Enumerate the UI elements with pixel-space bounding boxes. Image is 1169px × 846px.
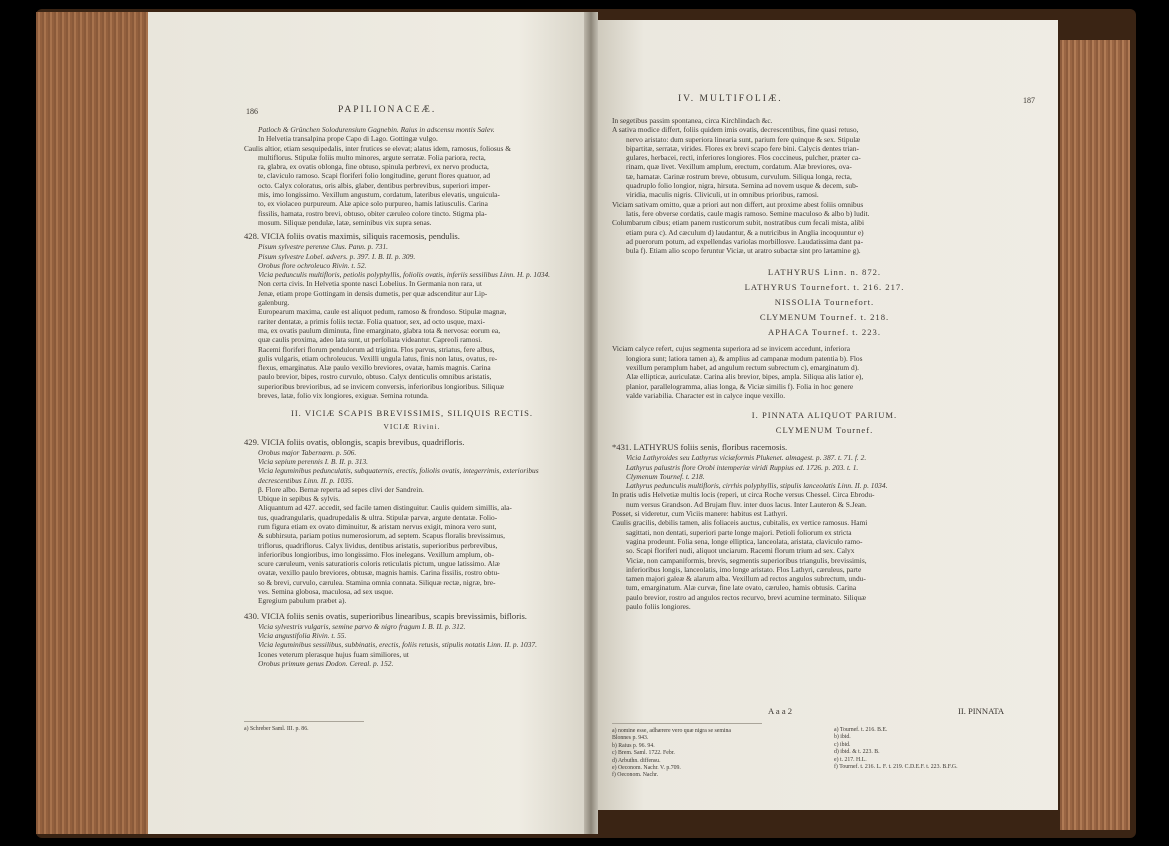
text-line: flexus, emarginatus. Alæ paulo vexillo breviores, ovatæ, hamis magnis. Carina: [258, 363, 491, 373]
text-line: bipartitæ, serratæ, virides. Flores ex brevi scapo fere bini. Calycis dentes trian-: [626, 143, 859, 153]
text-line: valde variabilia. Character est in calyce inque vexillo.: [626, 390, 786, 400]
entry-heading-429: 429. VICIA foliis ovatis, oblongis, scapis brevibus, quadrifloris.: [244, 436, 465, 447]
synonym-line: Vicia sylvestris vulgaris, semine parvo & nigro fragum I. B. II. p. 312.: [258, 621, 466, 631]
text-line: Patloch & Grünchen Solodurensium Gagnebin. Raius in adscensu montis Salev.: [258, 125, 495, 134]
footnote-line: c) Brem. Saml. 1722. Febr.: [612, 750, 675, 757]
synonym-line: Vicia pedunculis multifloris, petiolis polyphyllis, foliolis ovatis, inferiis sessilibus Linn. H. p. 1034.: [258, 270, 550, 280]
text-line: viridia, maculis nigris. Cliviculi, ut in omnibus prioribus, ramosi.: [626, 190, 819, 200]
text-line: vagina prodeunt. Folia sena, longe elliptica, lanceolata, aristata, claviculo ramo-: [626, 536, 863, 546]
text-line: paulo brevior, bipes, rostro curvulo, obtuso. Calyx denticulis omnibus aristatis,: [258, 372, 492, 382]
text-line: quadruplo folio longior, nigra, hirsuta. Semina ad novem usque & decem, sub-: [626, 181, 859, 191]
text-line: Ubique in sepibus & sylvis.: [258, 494, 340, 504]
sub-heading-right: CLYMENUM Tournef.: [775, 425, 874, 436]
text-line: ovatæ, vexillo paulo breviores, obtusæ, magnis hamis. Carina fissilis, rostro obtu-: [258, 568, 500, 578]
page-number-right: 187: [1023, 96, 1035, 105]
text-line: Alæ ellipticæ, auriculatæ. Carina alis brevior, bipes, ampla. Siliqua alis latior e),: [626, 372, 864, 382]
entry-heading-430: 430. VICIA foliis senis ovatis, superioribus linearibus, scapis brevissimis, bifloris.: [244, 610, 527, 621]
signature-mark: A a a 2: [768, 706, 793, 716]
genus-synonym: LATHYRUS Tournefort. t. 216. 217.: [744, 282, 905, 293]
text-line: gulis vulgaris, etiam ochroleucus. Vexilli ungula latus, finis non latus, ovatus, re-: [258, 353, 498, 363]
text-line: num versus Grandson. Ad Brujam fluv. inter duos lacus. Inter Lauteron & S.Jean.: [626, 499, 867, 509]
text-line: vexillum peramplum habet, ad angulum rectum subrectum c), emarginatum d).: [626, 363, 860, 373]
text-line: so & brevi, curvulo, cærulea. Stamina omnia connata. Siliquæ rectæ, nigræ, bre-: [258, 577, 496, 587]
text-line: galenburg.: [258, 298, 290, 308]
text-line: tamen majori galeæ & alarum alba. Vexillum ad rectos angulos subrectum, undu-: [626, 574, 866, 584]
text-line: rariter dentatæ, a primis foliis tectæ. Folia quatuor, sex, ad octo usque, maxi-: [258, 316, 485, 326]
synonym-line: Vicia Lathyroides seu Lathyrus viciæformis Plukenet. almagest. p. 387. t. 71. f. 2.: [626, 453, 867, 463]
text-line: Posset, si videretur, cum Viciis manere: habitus est Lathyri.: [612, 509, 788, 519]
text-line: In pratis udis Helvetiæ multis locis (reperi, ut circa Roche versus Chessel. Circa Ebrodu-: [612, 490, 875, 500]
text-line: tum, emarginatum. Alæ curvæ, fine late ovato, cæruleo, hamis obtusis. Carina: [626, 583, 857, 593]
text-line: superioribus brevioribus, ad se invicem conversis, inferioribus longioribus. Siliquæ: [258, 381, 505, 391]
text-line: paulo brevior, rostro ad angulos rectos recurvo, brevi acumine terminato. Siliquæ: [626, 592, 867, 602]
footnote-line: b) Raius p. 96. 94.: [612, 742, 655, 749]
text-line: Jenæ, etiam prope Gottingam in densis dumetis, per quæ adscenditur aur Lip-: [258, 288, 488, 298]
text-line: mis, imo longissimo. Vexillum angustum, cordatum, lateribus elevatis, unguicula-: [258, 190, 500, 200]
footnote-line: c) ibid.: [834, 741, 851, 748]
text-line: & subhirsuta, pariam potius numerosiorum, ad septem. Scapus floralis brevissimus,: [258, 531, 505, 541]
right-page-edges: [1060, 40, 1130, 830]
footnote-line: f) Oeconom. Nachr.: [612, 772, 659, 779]
footnote-line: e) Oeconom. Nachr. V. p.709.: [612, 765, 681, 772]
genus-heading: LATHYRUS Linn. n. 872.: [767, 267, 882, 278]
footnote-left: [244, 718, 564, 733]
footnote-rule: [244, 721, 364, 722]
text-line: Caulis gracilis, debilis tamen, alis foliaceis auctus, cubitalis, ex vertice ramosus. Hami: [612, 518, 868, 528]
text-line: inferioribus longioribus, imo longissimo. Flos inelegans. Vexillum amplum, ob-: [258, 549, 494, 559]
text-line: mosum. Siliquæ pendulæ, latæ, seminibus vix supra senas.: [258, 217, 432, 227]
text-line: bula f). Etiam alio scopo feruntur Viciæ, ut aratro subactæ sint pro lætamine g).: [626, 246, 861, 256]
left-text-block: [244, 125, 580, 668]
text-line: ma, ex ovatis paulum diminuta, fine emarginato, glabra tota & nervosa: eorum ea,: [258, 325, 501, 335]
footnote-line: Blonnes p. 943.: [612, 735, 649, 742]
synonym-line: Orobus major Tabernæm. p. 506.: [258, 447, 357, 457]
footnote-line: a) Tournef. t. 216. B.E.: [834, 727, 888, 733]
text-line: scure cæruleum, venis saturatioris coloris reticulatis pictum, ungue latissimo. Alæ: [258, 559, 500, 569]
text-line: Columbarum cibus; etiam panem rusticorum subit, nostratibus cum fecali mista, alibi: [612, 218, 865, 228]
text-line: Europearum maxima, caule est aliquot pedum, ramoso & frondoso. Stipulæ magnæ,: [258, 307, 507, 317]
synonym-line: Orobus primum genus Dodon. Cereal. p. 152.: [258, 658, 394, 668]
genus-synonym: NISSOLIA Tournefort.: [774, 297, 875, 308]
text-line: breves, latæ, folio vix longiores, exiguæ. Semina rotunda.: [258, 391, 429, 401]
text-line: In segetibus passim spontanea, circa Kirchlindach &c.: [612, 116, 773, 125]
text-line: planior, parallelogramma, alias longa, & Viciæ similis f). Folia in hoc genere: [626, 381, 854, 391]
footnote-line: a) nomine esse, adhærere vero quæ nigra se semina: [612, 728, 731, 734]
synonym-line: Vicia leguminibus sessilibus, subbinatis, erectis, foliis retusis, stipulis notatis Linn. II. p. 1037.: [258, 640, 537, 650]
entry-heading-428: 428. VICIA foliis ovatis maximis, siliquis racemosis, pendulis.: [244, 231, 460, 242]
section-heading-left: II. VICIÆ SCAPIS BREVISSIMIS, SILIQUIS RECTIS.: [290, 408, 534, 419]
text-line: so. Scapi floriferi nudi, aliquot unciarum. Racemi florum trium ad sex. Calyx: [626, 546, 855, 556]
text-line: paulo foliis longiores.: [626, 601, 691, 611]
synonym-line: Vicia leguminibus pedunculatis, subquaternis, erectis, foliolis ovatis, integerrimis, exterioribus: [258, 466, 539, 476]
footnote-line: d) Arbuthn. diffensu.: [612, 757, 661, 764]
text-line: A sativa modice differt, foliis quidem imis ovatis, decrescentibus, fine quasi retuso,: [612, 125, 859, 135]
genus-synonym: CLYMENUM Tournef. t. 218.: [759, 312, 890, 323]
synonym-line: Pisum sylvestre perenne Clus. Pann. p. 731.: [258, 242, 388, 252]
text-line: quæ caulis proxima, adeo lata sunt, ut perfoliata videantur. Capreoli ramosi.: [258, 335, 483, 345]
footnote-line: a) Schreber Saml. III. p. 86.: [244, 726, 309, 732]
footnote-line: b) ibid.: [834, 734, 851, 741]
text-line: longiora sunt; latiora tamen a), & amplius ad campanæ modum patentia b). Flos: [626, 353, 863, 363]
synonym-line: Clymenum Tournef. t. 218.: [626, 471, 705, 481]
text-line: Racemi floriferi florum pendulorum ad triginta. Flos parvus, striatus, fere albus,: [258, 344, 495, 354]
text-line: β. Flore albo. Bernæ reperta ad sepes clivi der Sandrein.: [258, 484, 424, 494]
text-line: sagittati, non dentati, superiori parte longe majori. Petioli foliorum ex stricta: [626, 527, 852, 537]
footnote-line: e) t. 217. H.L.: [834, 756, 867, 763]
text-line: Non certa civis. In Helvetia sponte nasci Lobelius. In Germania non rara, ut: [258, 279, 482, 289]
synonym-line: Vicia angustifolia Rivin. t. 55.: [258, 630, 347, 640]
synonym-line: Lathyrus palustris flore Orobi intemperiæ viridi Ruppius ed. 1726. p. 203. t. 1.: [626, 462, 859, 472]
text-line: latis, fere obverse cordatis, caule magis ramoso. Semine maculoso & albo b) ludit.: [626, 208, 870, 218]
running-head-left: PAPILIONACEÆ.: [338, 105, 437, 115]
left-page: [148, 12, 584, 834]
text-line: tæ, hamatæ. Carinæ rostrum breve, obtusum, curvulum. Siliqua longa, recta,: [626, 171, 852, 181]
text-line: Icones veterum plerasque hujus fuam similiores, ut: [258, 649, 409, 659]
synonym-line: Orobus flore ochroleuco Rivin. t. 52.: [258, 260, 367, 270]
page-number-left: 186: [246, 107, 258, 116]
synonym-line: decrescentibus Linn. II. p. 1035.: [258, 475, 354, 485]
text-line: rum figura etiam ex ovato diminuitur, & aristam nervus exigit, minora vero sunt,: [258, 521, 497, 531]
text-line: Viciæ, non campaniformis, brevis, segmentis superioribus triangulis, brevissimis,: [626, 555, 867, 565]
synonym-line: Lathyrus pedunculis multifloris, cirrhis polyphyllis, stipulis lanceolatis Linn. II. p. 1034.: [626, 481, 888, 491]
catchword: II. PINNATA: [958, 706, 1005, 716]
text-line: ves. Semina globosa, maculosa, ad sex usque.: [258, 587, 394, 597]
book-gutter: [584, 12, 598, 834]
text-line: Viciam sativam omitto, quæ a priori aut non differt, aut proxime abest foliis omnibus: [612, 199, 864, 209]
text-line: octo. Calyx coloratus, oris albis, glaber, dentibus perbrevibus, superiori imper-: [258, 180, 491, 190]
right-text-block: [612, 116, 1037, 611]
text-line: gulares, herbacei, recti, inferiores longiores. Flos coccineus, pulcher, præter ca-: [626, 153, 861, 163]
text-line: fissilis, hamata, rostro brevi, obtuso, obiter cæruleo colore tincto. Stigma pla-: [258, 208, 487, 218]
text-line: ra, glabra, ex ovatis oblonga, fine obtuso, spinula perbrevi, ex nervo producta,: [258, 162, 489, 172]
section-heading-right: I. PINNATA ALIQUOT PARIUM.: [751, 410, 898, 421]
entry-heading-431: *431. LATHYRUS foliis senis, floribus racemosis.: [612, 442, 788, 453]
text-line: nervo aristato: dum superiora linearia sunt, parium fere quinque & sex. Stipulæ: [626, 134, 861, 144]
text-line: Caulis altior, etiam sesquipedalis, inter frutices se elevat; alatus idem, ramosus, foliosus &: [244, 143, 511, 153]
footnote-line: f) Tournef. t. 216. L. F. t. 219. C.D.E.F. t. 223. B.F.G.: [834, 764, 958, 771]
text-line: tus, quadrangularis, quadrupedalis & ultra. Stipulæ parvæ, argute dentatæ. Folio-: [258, 512, 498, 522]
text-line: triflorus, quadriflorus. Calyx lividus, dentibus aristatis, superioribus perbrevibus,: [258, 540, 498, 550]
genus-synonym: APHACA Tournef. t. 223.: [768, 327, 881, 338]
text-line: to, ex violaceo purpureum. Alæ apice solo purpureo, hamis latiusculis. Carina: [258, 199, 488, 209]
right-page: [598, 20, 1058, 810]
text-line: Aliquantum ad 427. accedit, sed facile tamen distinguitur. Caulis quidem simillis, ala-: [258, 503, 512, 513]
text-line: multiflorus. Stipulæ foliis multo minores, argute serratæ. Folia pariora, recta,: [258, 152, 486, 162]
footnote-rule: [612, 723, 762, 724]
text-line: rinam, quæ livet. Vexillum amplum, erectum, cordatum. Alæ breviores, ova-: [626, 162, 852, 172]
running-head-right: IV. MULTIFOLIÆ.: [678, 94, 783, 104]
footnote-line: d) ibid. & t. 223. B.: [834, 749, 880, 756]
synonym-line: Pisum sylvestre Lobel. advers. p. 397. I. B. II. p. 309.: [258, 251, 416, 261]
text-line: In Helvetia transalpina prope Capo di Lago. Gottingæ vulgo.: [258, 134, 438, 144]
sub-heading-left: VICIÆ Rivini.: [383, 422, 441, 432]
text-line: Viciam calyce refert, cujus segmenta superiora ad se invicem accedunt, inferiora: [612, 344, 850, 354]
text-line: inferioribus longis, lanceolatis, imo longe aristato. Flos Lathyri, cæruleus, parte: [626, 564, 862, 574]
text-line: ad puerorum potum, ad expellendas variolas morbillosve. Laudatissima dant pa-: [626, 236, 864, 246]
text-line: te, claviculo ramoso. Scapi floriferi folio longitudine, gerunt flores quatuor, ad: [258, 171, 491, 181]
synonym-line: Vicia sepium perennis I. B. II. p. 313.: [258, 456, 369, 466]
text-line: etiam pura c). Ad cæculum d) laudantur, & a nutricibus in Anglia incoquuntur e): [626, 227, 864, 237]
footnotes-col-right: [834, 727, 1049, 771]
footnotes-col-left: [612, 720, 812, 780]
left-page-edges: [36, 12, 148, 834]
text-line: Egregium pabulum præbet a).: [258, 596, 347, 606]
